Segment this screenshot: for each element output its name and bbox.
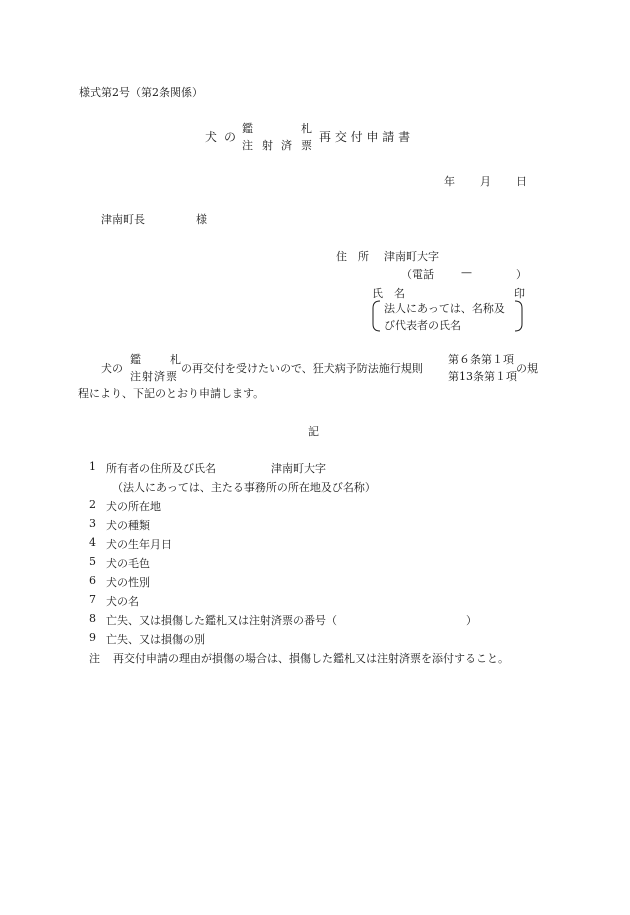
note-label: 注 — [89, 652, 100, 665]
item-1-note: （法人にあっては、主たる事務所の所在地及び名称） — [112, 481, 376, 494]
form-number: 様式第2号（第2条関係） — [79, 86, 203, 99]
date-month: 月 — [480, 175, 491, 188]
name-label: 氏 名 — [372, 287, 405, 300]
item-5-label: 犬の毛色 — [106, 557, 150, 570]
item-5-number: 5 — [89, 555, 96, 568]
seal-mark: 印 — [514, 287, 525, 300]
phone-close: ） — [516, 268, 527, 281]
title-no: の — [224, 130, 237, 144]
item-1-number: 1 — [89, 460, 96, 473]
note-text: 再交付申請の理由が損傷の場合は、損傷した鑑札又は注射済票を添付すること。 — [113, 652, 509, 665]
phone-label: （電話 — [401, 268, 434, 281]
item-7-number: 7 — [89, 593, 96, 606]
item-1-value: 津南町大字 — [271, 462, 326, 475]
right-bracket-icon — [514, 300, 524, 332]
title-hyo: 票 — [301, 139, 312, 152]
title-dog: 犬 — [205, 130, 218, 144]
item-4-number: 4 — [89, 536, 96, 549]
item-3-number: 3 — [89, 517, 96, 530]
item-1-label: 所有者の住所及び氏名 — [106, 462, 216, 475]
item-8-number: 8 — [89, 612, 96, 625]
item-9-number: 9 — [89, 631, 96, 644]
title-satsu: 札 — [301, 122, 312, 135]
date-day: 日 — [516, 175, 527, 188]
title-zai: 済 — [281, 139, 292, 152]
phone-dash: — — [461, 266, 472, 279]
item-6-label: 犬の性別 — [106, 576, 150, 589]
body-article1: 第６条第１項 — [448, 353, 514, 366]
item-7-label: 犬の名 — [106, 595, 139, 608]
left-bracket-icon — [371, 300, 381, 332]
corp-note-line1: 法人にあっては、名称及 — [384, 302, 505, 315]
item-3-label: 犬の種類 — [106, 519, 150, 532]
body-chusha-zaihyo: 注射済票 — [130, 370, 178, 383]
title-chu: 注 — [242, 139, 253, 152]
item-4-label: 犬の生年月日 — [106, 538, 172, 551]
item-6-number: 6 — [89, 574, 96, 587]
title-sha: 射 — [262, 139, 273, 152]
body-line2: 程により、下記のとおり申請します。 — [78, 387, 265, 400]
item-8-close: ） — [466, 614, 477, 627]
body-dog-of: 犬の — [101, 362, 123, 375]
title-kansatsu: 鑑 — [242, 122, 253, 135]
item-9-label: 亡失、又は損傷の別 — [106, 633, 205, 646]
body-middle: の再交付を受けたいので、狂犬病予防法施行規則 — [181, 362, 423, 375]
body-kansatsu: 鑑 — [130, 353, 141, 366]
addressee-honorific: 様 — [196, 213, 207, 226]
addressee-name: 津南町長 — [101, 213, 145, 226]
body-satsu: 札 — [170, 353, 181, 366]
corp-note-line2: び代表者の氏名 — [384, 319, 461, 332]
address-value: 津南町大字 — [384, 250, 439, 263]
item-8-label: 亡失、又は損傷した鑑札又は注射済票の番号（ — [106, 614, 337, 627]
ki-heading: 記 — [308, 425, 319, 438]
date-year: 年 — [444, 175, 455, 188]
item-2-label: 犬の所在地 — [106, 500, 161, 513]
body-tail: の規 — [516, 362, 538, 375]
title-reissue: 再 交 付 申 請 書 — [319, 130, 411, 144]
address-label: 住 所 — [336, 250, 369, 263]
item-2-number: 2 — [89, 498, 96, 511]
body-article2: 第13条第１項 — [448, 370, 517, 383]
